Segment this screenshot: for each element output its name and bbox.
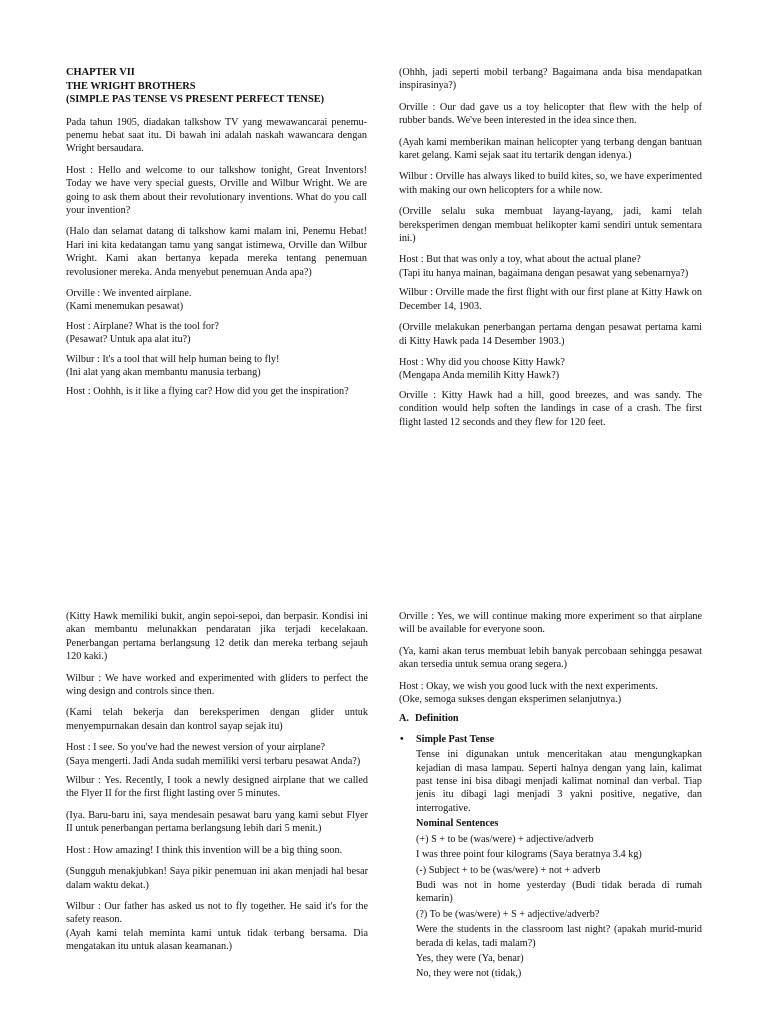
translation-line: (Ayah kami telah meminta kami untuk tidak terbang bersama. Dia mengatakan itu untuk alasan keamanan.) bbox=[66, 927, 368, 953]
section-title: Definition bbox=[415, 713, 459, 725]
translation-line: (Kami telah bekerja dan bereksperimen dengan glider untuk menyempurnakan desain dan kontrol sayap sejak itu) bbox=[66, 707, 368, 732]
simple-past-heading bbox=[399, 733, 702, 746]
document-page-bottom bbox=[0, 512, 768, 1024]
translation-line: (Ohhh, jadi seperti mobil terbang? Bagaimana anda bisa mendapatkan inspirasinya?) bbox=[399, 67, 702, 92]
nominal-heading: Nominal Sentences bbox=[416, 818, 499, 830]
subsection-title: Simple Past Tense bbox=[416, 733, 495, 745]
translation-line: (Pesawat? Untuk apa alat itu?) bbox=[66, 334, 191, 346]
dialog-block bbox=[66, 320, 367, 347]
dialog-block bbox=[66, 741, 368, 768]
dialog-line: Wilbur : Orville has always liked to build kites, so, we have experimented with making our own helicopters for a while now. bbox=[399, 171, 702, 196]
example-line: Budi was not in home yesterday (Budi tidak berada di rumah kemarin) bbox=[416, 879, 702, 905]
translation-line: (Kami menemukan pesawat) bbox=[66, 301, 184, 313]
dialog-line: Host : Okay, we wish you good luck with the next experiments. bbox=[399, 680, 658, 692]
dialog-line: Host : Why did you choose Kitty Hawk? bbox=[399, 356, 565, 368]
translation-line: (Saya mengerti. Jadi Anda sudah memiliki versi terbaru pesawat Anda?) bbox=[66, 755, 361, 767]
translation-line: (Ya, kami akan terus membuat lebih banyak percobaan sehingga pesawat akan tersedia untuk semua orang segera.) bbox=[399, 645, 702, 671]
example-line: I was three point four kilograms (Saya beratnya 3.4 kg) bbox=[416, 849, 642, 861]
page1-right-column bbox=[399, 66, 702, 437]
translation-line: (Orville melakukan penerbangan pertama dengan pesawat pertama kami di Kitty Hawk pada 14 Desember 1903.) bbox=[399, 322, 702, 347]
dialog-block bbox=[399, 356, 702, 383]
page2-right-column bbox=[399, 610, 702, 983]
formula-line: (-) Subject + to be (was/were) + not + adverb bbox=[416, 864, 601, 876]
definition-paragraph: Tense ini digunakan untuk menceritakan atau mengungkapkan kejadian di masa lampau. Seperti halnya dengan yang lain, kalimat past tense ini bisa dibagi menjadi kalimat nominal dan verbal. Tiap jenis itu dibagi lagi menjadi 3 yakni positive, negative, dan interrogative. bbox=[416, 749, 702, 814]
dialog-line: Host : Airplane? What is the tool for? bbox=[66, 320, 219, 332]
dialog-line: Wilbur : Orville made the first flight with our first plane at Kitty Hawk on December 14, 1903. bbox=[399, 287, 702, 312]
bullet-icon: • bbox=[400, 733, 404, 745]
translation-line: (Ini alat yang akan membantu manusia terbang) bbox=[66, 367, 261, 378]
dialog-block bbox=[66, 353, 367, 380]
chapter-subtitle: (SIMPLE PAS TENSE VS PRESENT PERFECT TENSE) bbox=[66, 94, 325, 105]
translation-line: (Orville selalu suka membuat layang-layang, jadi, kami telah bereksperimen dengan membuat helikopter kami sendiri untuk sementara ini.) bbox=[399, 206, 702, 245]
dialog-line: Orville : We invented airplane. bbox=[66, 287, 192, 299]
answer-line: No, they were not (tidak,) bbox=[416, 968, 522, 980]
translation-line: (Oke, semoga sukses dengan eksperimen selanjutnya.) bbox=[399, 694, 622, 706]
dialog-block bbox=[66, 287, 367, 314]
dialog-line: Wilbur : Our father has asked us not to fly together. He said it's for the safety reason. bbox=[66, 900, 368, 926]
dialog-line: Orville : Kitty Hawk had a hill, good breezes, and was sandy. The condition would help soften the landings in case of a crash. The first flight lasted 12 seconds and they flew for 120 feet. bbox=[399, 389, 702, 428]
translation-line: (Kitty Hawk memiliki bukit, angin sepoi-sepoi, dan berpasir. Kondisi ini akan membantu melunakkan pendaratan jika terjadi kecelakaan. Penerbangan pertama berlangsung 12 detik dan mereka terbang sejauh 120 kaki.) bbox=[66, 611, 368, 663]
translation-line: (Tapi itu hanya mainan, bagaimana dengan pesawat yang sebenarnya?) bbox=[399, 267, 689, 279]
dialog-line: Orville : Yes, we will continue making more experiment so that airplane will be available for everyone soon. bbox=[399, 611, 702, 636]
dialog-line: Wilbur : We have worked and experimented with gliders to perfect the wing design and controls since then. bbox=[66, 672, 368, 698]
translation-line: (Mengapa Anda memilih Kitty Hawk?) bbox=[399, 370, 560, 382]
translation-line: (Iya. Baru-baru ini, saya mendesain pesawat baru yang kami sebut Flyer II untuk penerbangan pertama berlangsung lebih dari 5 menit.) bbox=[66, 809, 368, 835]
dialog-line: Host : I see. So you've had the newest version of your airplane? bbox=[66, 742, 326, 754]
formula-line: (+) S + to be (was/were) + adjective/adverb bbox=[416, 833, 594, 845]
chapter-heading bbox=[66, 66, 367, 107]
simple-past-body bbox=[416, 748, 702, 981]
translation-line: (Halo dan selamat datang di talkshow kami malam ini, Penemu Hebat! Hari ini kita kedatangan tamu yang sangat istimewa, Orville dan Wilbur Wright. Kami akan bertanya kepada mereka tentang penemuan revolusioner mereka. Anda menyebut penemuan Anda apa?) bbox=[66, 226, 367, 278]
chapter-label: CHAPTER VII bbox=[66, 67, 135, 78]
dialog-line: Wilbur : It's a tool that will help human being to fly! bbox=[66, 353, 280, 365]
dialog-block bbox=[399, 253, 702, 280]
dialog-line: Host : Oohhh, is it like a flying car? How did you get the inspiration? bbox=[66, 386, 349, 398]
example-line: Were the students in the classroom last night? (apakah murid-murid berada di kelas, tadi malam?) bbox=[416, 924, 702, 949]
page2-left-column bbox=[66, 610, 368, 960]
page1-left-column bbox=[66, 66, 367, 407]
dialog-line: Host : Hello and welcome to our talkshow tonight, Great Inventors! Today we have very special guests, Orville and Wilbur Wright. We are going to ask them about their revolutionary inventions. What do you call your invention? bbox=[66, 164, 367, 216]
translation-line: (Sungguh menakjubkan! Saya pikir penemuan ini akan menjadi hal besar dalam waktu dekat.) bbox=[66, 866, 368, 891]
dialog-block bbox=[66, 900, 368, 954]
definition-heading bbox=[399, 712, 702, 725]
intro-paragraph: Pada tahun 1905, diadakan talkshow TV yang mewawancarai penemu-penemu hebat saat itu. Di bawah ini adalah naskah wawancara dengan Wright bersaudara. bbox=[66, 116, 367, 155]
dialog-line: Wilbur : Yes. Recently, I took a newly designed airplane that we called the Flyer II for the first flight lasting over 5 minutes. bbox=[66, 775, 368, 800]
section-letter: A. bbox=[399, 713, 409, 725]
chapter-title: THE WRIGHT BROTHERS bbox=[66, 80, 196, 92]
translation-line: (Ayah kami memberikan mainan helicopter yang terbang dengan bantuan karet gelang. Kami sejak saat itu tertarik dengan idenya.) bbox=[399, 136, 702, 162]
dialog-line: Host : How amazing! I think this invention will be a big thing soon. bbox=[66, 844, 343, 856]
dialog-block bbox=[399, 680, 702, 707]
dialog-line: Host : But that was only a toy, what about the actual plane? bbox=[399, 254, 641, 266]
dialog-line: Orville : Our dad gave us a toy helicopter that flew with the help of rubber bands. We've been interested in the idea since then. bbox=[399, 101, 702, 127]
answer-line: Yes, they were (Ya, benar) bbox=[416, 952, 524, 964]
formula-line: (?) To be (was/were) + S + adjective/adverb? bbox=[416, 908, 600, 920]
